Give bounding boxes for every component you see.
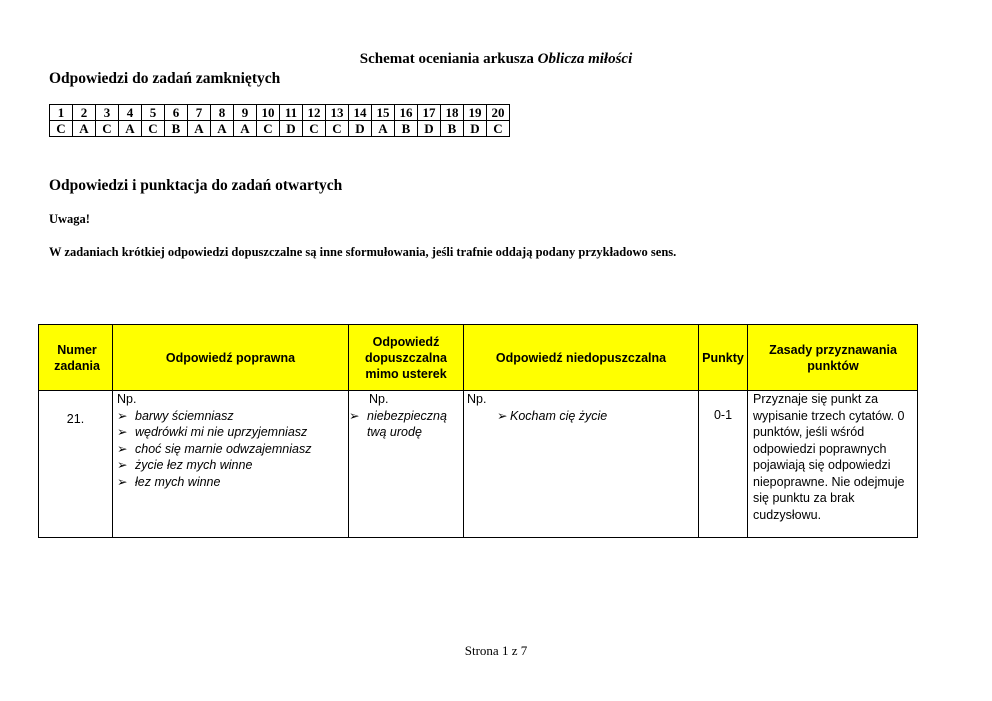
arrow-bullet-icon: ➢ — [497, 408, 508, 423]
key-number-cell: 14 — [349, 105, 372, 121]
unacceptable-intro: Np. — [467, 392, 487, 406]
unacceptable-item: Kocham cię życie — [510, 408, 608, 423]
key-answer-cell: D — [280, 121, 303, 137]
header-correct: Odpowiedź poprawna — [165, 350, 296, 365]
list-item — [349, 408, 461, 441]
points-value: 0-1 — [713, 408, 733, 422]
correct-answers — [117, 391, 345, 490]
page-footer: Strona 1 z 7 — [464, 643, 528, 658]
correct-item: życie łez mych winne — [135, 458, 253, 472]
acceptable-answers — [349, 391, 461, 441]
key-answer-cell: A — [119, 121, 142, 137]
key-answer-cell: C — [257, 121, 280, 137]
key-number-cell: 15 — [372, 105, 395, 121]
open-tasks-heading: Odpowiedzi i punktacja do zadań otwartych — [49, 177, 343, 194]
list-item — [467, 408, 695, 425]
list-item — [117, 457, 345, 474]
scoring-table — [38, 324, 918, 538]
key-number-cell: 10 — [257, 105, 280, 121]
scoring-rules: Przyznaje się punkt za wypisanie trzech cytatów. 0 punktów, jeśli wśród odpowiedzi poprawnych pojawiają się odpowiedzi niepoprawne. Nie odejmuje się punktu za brak cudzysłowu. — [753, 392, 905, 522]
correct-item: choć się marnie odwzajemniasz — [135, 441, 312, 456]
list-item — [117, 408, 345, 425]
key-number-cell: 7 — [188, 105, 211, 121]
key-answer-cell: A — [188, 121, 211, 137]
list-item — [117, 441, 345, 458]
header-points: Punkty — [702, 350, 744, 365]
note-text: W zadaniach krótkiej odpowiedzi dopuszczalne są inne sformułowania, jeśli trafnie oddają podany przykładowo sens. — [49, 245, 677, 259]
key-answer-cell: B — [395, 121, 418, 137]
key-answer-cell: B — [165, 121, 188, 137]
key-answer-cell: D — [464, 121, 487, 137]
key-number-cell: 16 — [395, 105, 418, 121]
key-answer-cell: B — [441, 121, 464, 137]
closed-tasks-heading: Odpowiedzi do zadań zamkniętych — [49, 70, 281, 87]
key-answer-cell: C — [50, 121, 73, 137]
correct-item: barwy ściemniasz — [135, 408, 234, 423]
key-number-cell: 2 — [73, 105, 96, 121]
key-answer-cell: A — [211, 121, 234, 137]
key-answer-cell: A — [372, 121, 395, 137]
key-answer-cell: C — [303, 121, 326, 137]
list-item — [117, 424, 345, 441]
header-unacceptable: Odpowiedź niedopuszczalna — [495, 350, 667, 365]
key-number-cell: 19 — [464, 105, 487, 121]
answer-key-table — [49, 104, 510, 137]
header-rules: Zasady przyznawania punktów — [769, 342, 897, 373]
key-number-cell: 17 — [418, 105, 441, 121]
correct-intro: Np. — [117, 392, 137, 406]
document-title — [0, 51, 992, 68]
arrow-bullet-icon: ➢ — [349, 408, 360, 423]
arrow-bullet-icon: ➢ — [117, 425, 128, 439]
row-number: 21. — [66, 412, 85, 426]
arrow-bullet-icon: ➢ — [117, 458, 128, 472]
key-answer-cell: C — [487, 121, 510, 137]
list-item — [117, 474, 345, 491]
acceptable-item: niebezpieczną twą urodę — [367, 408, 447, 439]
key-number-cell: 9 — [234, 105, 257, 121]
key-number-cell: 11 — [280, 105, 303, 121]
key-number-cell: 20 — [487, 105, 510, 121]
key-answer-cell: C — [326, 121, 349, 137]
key-number-cell: 3 — [96, 105, 119, 121]
key-answer-cell: D — [349, 121, 372, 137]
correct-item: łez mych winne — [135, 474, 221, 489]
unacceptable-answers — [467, 391, 695, 424]
key-number-cell: 12 — [303, 105, 326, 121]
key-answer-cell: A — [73, 121, 96, 137]
title-italic: Oblicza miłości — [537, 51, 633, 67]
key-number-cell: 4 — [119, 105, 142, 121]
key-number-cell: 8 — [211, 105, 234, 121]
key-answer-cell: C — [96, 121, 119, 137]
correct-item: wędrówki mi nie uprzyjemniasz — [135, 425, 308, 439]
key-answer-cell: D — [418, 121, 441, 137]
title-prefix: Schemat oceniania arkusza — [359, 51, 538, 67]
key-number-cell: 1 — [50, 105, 73, 121]
acceptable-intro: Np. — [369, 392, 389, 406]
key-answer-cell: A — [234, 121, 257, 137]
note-label: Uwaga! — [49, 212, 90, 226]
arrow-bullet-icon: ➢ — [117, 474, 128, 489]
key-number-cell: 18 — [441, 105, 464, 121]
header-number: Numer zadania — [54, 342, 100, 373]
header-acceptable: Odpowiedź dopuszczalna mimo usterek — [365, 334, 447, 381]
key-answer-cell: C — [142, 121, 165, 137]
arrow-bullet-icon: ➢ — [117, 408, 128, 423]
key-number-cell: 6 — [165, 105, 188, 121]
key-number-cell: 13 — [326, 105, 349, 121]
key-number-cell: 5 — [142, 105, 165, 121]
arrow-bullet-icon: ➢ — [117, 441, 128, 456]
